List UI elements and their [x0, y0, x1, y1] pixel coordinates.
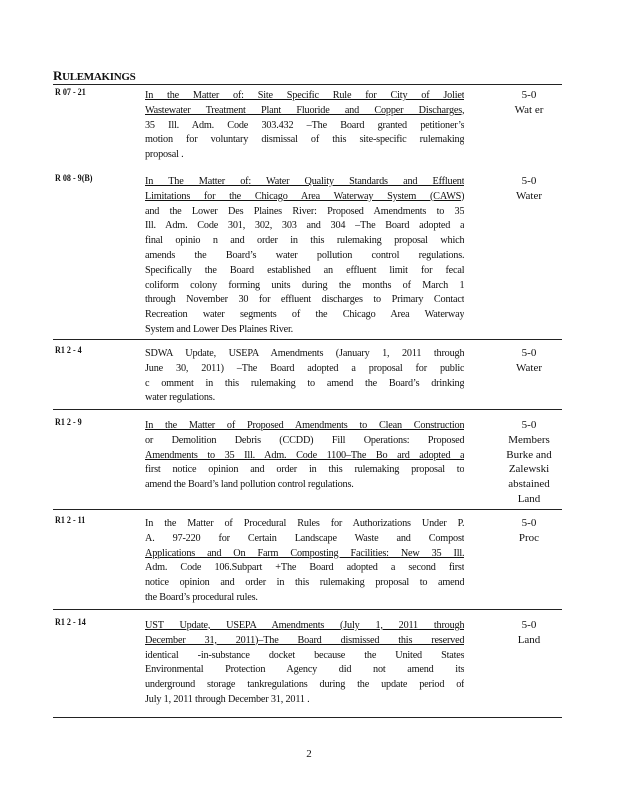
vote-note: Water — [516, 189, 542, 202]
vote-note: Water — [516, 361, 542, 374]
vote-note: Burke and — [506, 448, 552, 461]
description-line: 35 Ill. Adm. Code 303.432 –The Board granted petitioner’s — [145, 118, 465, 131]
vote-note: Wat er — [514, 103, 544, 116]
description-line: June 30, 2011) –The Board adopted a proposal for public — [145, 361, 465, 374]
vote-note: Land — [517, 633, 541, 646]
vote-count: 5-0 — [521, 89, 537, 101]
section-heading: RULEMAKINGS — [53, 68, 136, 83]
row-divider — [53, 409, 562, 410]
vote-note: abstained — [508, 478, 550, 491]
page-number: 2 — [306, 748, 312, 760]
rulemaking-description — [145, 418, 463, 492]
vote-result — [496, 346, 562, 376]
description-line: In the Matter of Proposed Amendments to Clean Construction — [145, 419, 465, 431]
description-line: Wastewater Treatment Plant Fluoride and Copper Discharges, — [145, 103, 465, 116]
rulemaking-description — [145, 516, 463, 605]
vote-note: Proc — [518, 531, 540, 544]
vote-count: 5-0 — [521, 619, 537, 631]
description-line: the Board’s procedural rules. — [145, 590, 258, 603]
header-rule — [53, 84, 562, 85]
description-line: System and Lower Des Plaines River. — [145, 322, 294, 335]
description-line: In the Matter of Procedural Rules for Authorizations Under P. — [145, 517, 465, 529]
description-line: Specifically the Board established an effluent limit for fecal — [145, 263, 465, 276]
description-line: through November 30 for effluent discharges to Primary Contact — [145, 293, 465, 306]
description-line: December 31, 2011)–The Board dismissed this reserved — [145, 633, 465, 646]
description-line: notice opinion and order in this rulemaking proposal to amend — [145, 576, 465, 589]
vote-note: Land — [517, 492, 541, 505]
description-line: final opinio n and order in this rulemaking proposal which — [145, 234, 465, 247]
description-line: coliform colony forming units during the months of March 1 — [145, 278, 465, 291]
description-line: In The Matter of: Water Quality Standards and Effluent — [145, 175, 465, 187]
row-divider — [53, 339, 562, 340]
description-line: SDWA Update, USEPA Amendments (January 1, 2011 through — [145, 347, 465, 359]
docket-number: R 07 - 21 — [55, 88, 86, 98]
description-line: amend the Board’s land pollution control regulations. — [145, 478, 354, 491]
vote-count: 5-0 — [521, 175, 537, 187]
docket-number: R1 2 - 11 — [55, 516, 86, 526]
description-line: identical -in-substance docket because the United States — [145, 648, 465, 661]
description-line: Ill. Adm. Code 301, 302, 303 and 304 –The Board adopted a — [145, 219, 465, 232]
vote-result — [496, 516, 562, 546]
vote-result — [496, 618, 562, 648]
docket-number: R 08 - 9(B) — [55, 174, 93, 184]
description-line: Environmental Protection Agency did not amend its — [145, 663, 465, 676]
description-line: July 1, 2011 through December 31, 2011 . — [145, 692, 310, 705]
vote-result — [496, 418, 562, 507]
description-line: Amendments to 35 Ill. Adm. Code 1100–The Bo ard adopted a — [145, 448, 465, 461]
rulemaking-description — [145, 346, 463, 405]
description-line: In the Matter of: Site Specific Rule for City of Joliet — [145, 89, 465, 101]
description-line: Applications and On Farm Composting Facilities: New 35 Ill. — [145, 546, 465, 559]
description-line: c omment in this rulemaking to amend the Board’s drinking — [145, 376, 465, 389]
description-line: proposal . — [145, 148, 184, 161]
description-line: Limitations for the Chicago Area Waterway System (CAWS) — [145, 189, 465, 202]
docket-number: R1 2 - 9 — [55, 418, 82, 428]
docket-number: R1 2 - 4 — [55, 346, 82, 356]
description-line: and the Lower Des Plaines River: Proposed Amendments to 35 — [145, 204, 465, 217]
vote-note: Zalewski — [508, 463, 550, 476]
row-divider — [53, 509, 562, 510]
vote-count: 5-0 — [521, 419, 537, 431]
description-line: A. 97-220 for Certain Landscape Waste and Compost — [145, 531, 465, 544]
description-line: water regulations. — [145, 391, 215, 404]
vote-count: 5-0 — [521, 517, 537, 529]
description-line: Adm. Code 106.Subpart +The Board adopted a second first — [145, 561, 465, 574]
vote-count: 5-0 — [521, 347, 537, 359]
vote-note: Members — [508, 433, 550, 446]
description-line: amends the Board’s water pollution control regulations. — [145, 248, 465, 261]
description-line: UST Update, USEPA Amendments (July 1, 2011 through — [145, 619, 465, 631]
description-line: first notice opinion and order in this rulemaking proposal to — [145, 463, 465, 476]
row-divider — [53, 609, 562, 610]
rulemaking-description — [145, 88, 463, 162]
vote-result — [496, 174, 562, 204]
docket-number: R1 2 - 14 — [55, 618, 86, 628]
rulemaking-description — [145, 618, 463, 707]
row-divider — [53, 717, 562, 718]
rulemaking-description — [145, 174, 463, 337]
description-line: or Demolition Debris (CCDD) Fill Operations: Proposed — [145, 433, 465, 446]
description-line: underground storage tankregulations during the update period of — [145, 678, 465, 691]
description-line: motion for voluntary dismissal of this site-specific rulemaking — [145, 133, 465, 146]
description-line: Recreation water segments of the Chicago Area Waterway — [145, 308, 465, 321]
vote-result — [496, 88, 562, 118]
